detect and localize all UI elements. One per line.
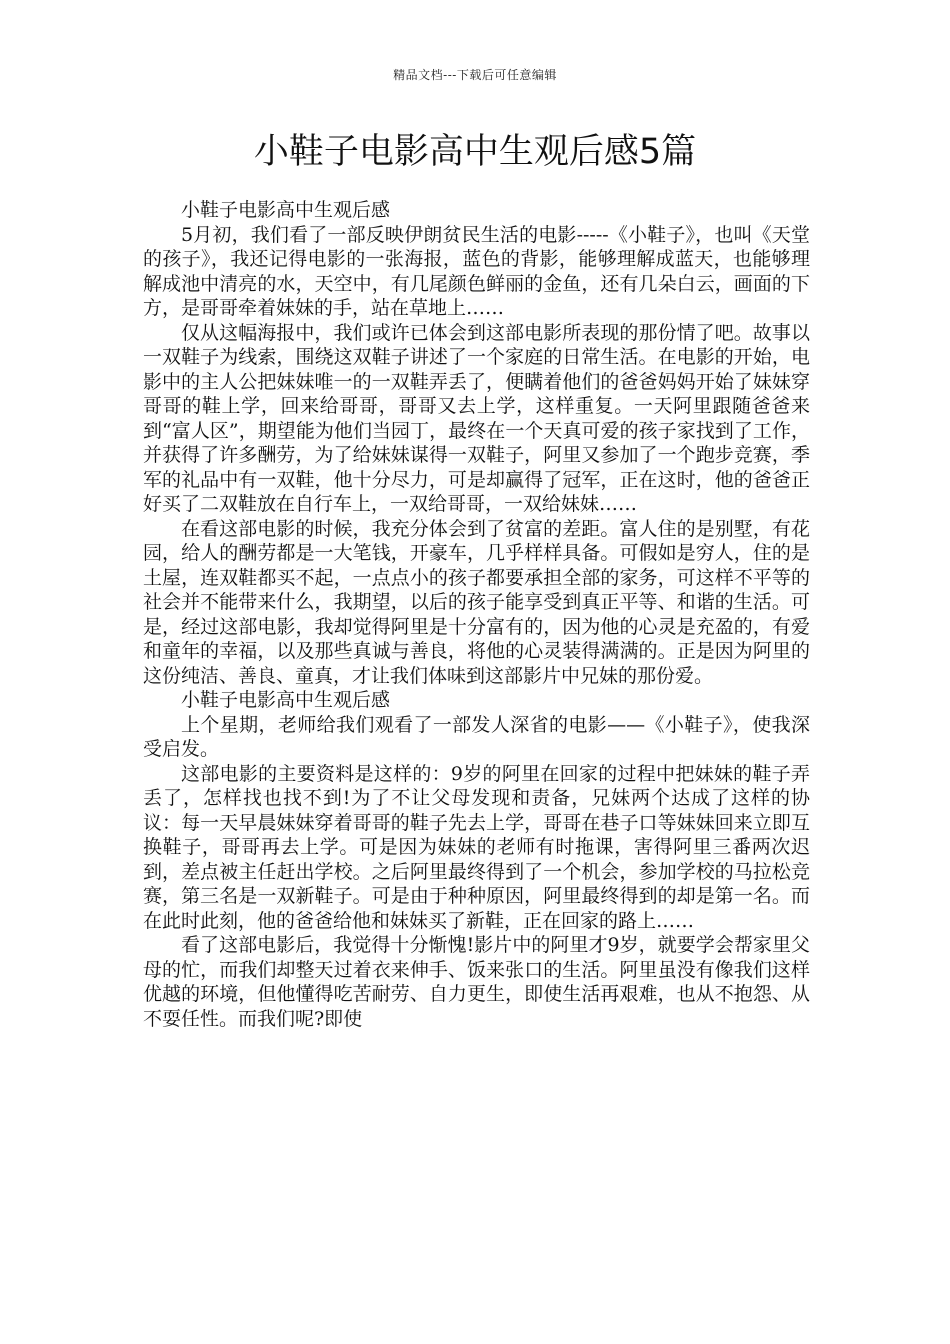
document-body xyxy=(143,198,810,1031)
section-heading-2: 小鞋子电影高中生观后感 xyxy=(181,689,391,711)
paragraph-2: 仅从这幅海报中，我们或许已体会到这部电影所表现的那份情了吧。故事以一双鞋子为线索，围绕这双鞋子讲述了一个家庭的日常生活。在电影的开始，电影中的主人公把妹妹唯一的一双鞋弄丢了，便瞒着他们的爸爸妈妈开始了妹妹穿哥哥的鞋上学，回来给哥哥，哥哥又去上学，这样重复。一天阿里跟随爸爸来到“富人区”，期望能为他们当园丁，最终在一个天真可爱的孩子家找到了工作，并获得了许多酬劳，为了给妹妹谋得一双鞋子，阿里又参加了一个跑步竞赛，季军的礼品中有一双鞋，他十分尽力，可是却赢得了冠军，正在这时，他的爸爸正好买了二双鞋放在自行车上，一双给哥哥，一双给妹妹…… xyxy=(143,321,810,515)
section-heading-1: 小鞋子电影高中生观后感 xyxy=(181,199,391,221)
paragraph-5: 这部电影的主要资料是这样的：9岁的阿里在回家的过程中把妹妹的鞋子弄丢了，怎样找也找不到!为了不让父母发现和责备，兄妹两个达成了这样的协议：每一天早晨妹妹穿着哥哥的鞋子先去上学，哥哥在巷子口等妹妹回来立即互换鞋子，哥哥再去上学。可是因为妹妹的老师有时拖课，害得阿里三番两次迟到，差点被主任赶出学校。之后阿里最终得到了一个机会，参加学校的马拉松竞赛，第三名是一双新鞋子。可是由于种种原因，阿里最终得到的却是第一名。而在此时此刻，他的爸爸给他和妹妹买了新鞋，正在回家的路上…… xyxy=(143,762,810,932)
paragraph-4: 上个星期，老师给我们观看了一部发人深省的电影——《小鞋子》，使我深受启发。 xyxy=(143,713,810,760)
paragraph-1: 5月初，我们看了一部反映伊朗贫民生活的电影-----《小鞋子》，也叫《天堂的孩子》，我还记得电影的一张海报，蓝色的背影，能够理解成蓝天，也能够理解成池中清亮的水，天空中，有几尾颜色鲜丽的金鱼，还有几朵白云，画面的下方，是哥哥牵着妹妹的手，站在草地上…… xyxy=(143,223,810,319)
paragraph-6: 看了这部电影后，我觉得十分惭愧!影片中的阿里才9岁，就要学会帮家里父母的忙，而我们却整天过着衣来伸手、饭来张口的生活。阿里虽没有像我们这样优越的环境，但他懂得吃苦耐劳、自力更生，即使生活再艰难，也从不抱怨、从不耍任性。而我们呢?即使 xyxy=(143,934,810,1030)
document-title: 小鞋子电影高中生观后感5篇 xyxy=(253,132,697,172)
paragraph-3: 在看这部电影的时候，我充分体会到了贫富的差距。富人住的是别墅，有花园，给人的酬劳都是一大笔钱，开豪车，几乎样样具备。可假如是穷人，住的是土屋，连双鞋都买不起，一点点小的孩子都要承担全部的家务，可这样不平等的社会并不能带来什么，我期望，以后的孩子能享受到真正平等、和谐的生活。可是，经过这部电影，我却觉得阿里是十分富有的，因为他的心灵是充盈的，有爱和童年的幸福，以及那些真诚与善良，将他的心灵装得满满的。正是因为阿里的这份纯洁、善良、童真，才让我们体味到这部影片中兄妹的那份爱。 xyxy=(143,517,810,687)
header-note: 精品文档---下载后可任意编辑 xyxy=(393,68,557,82)
